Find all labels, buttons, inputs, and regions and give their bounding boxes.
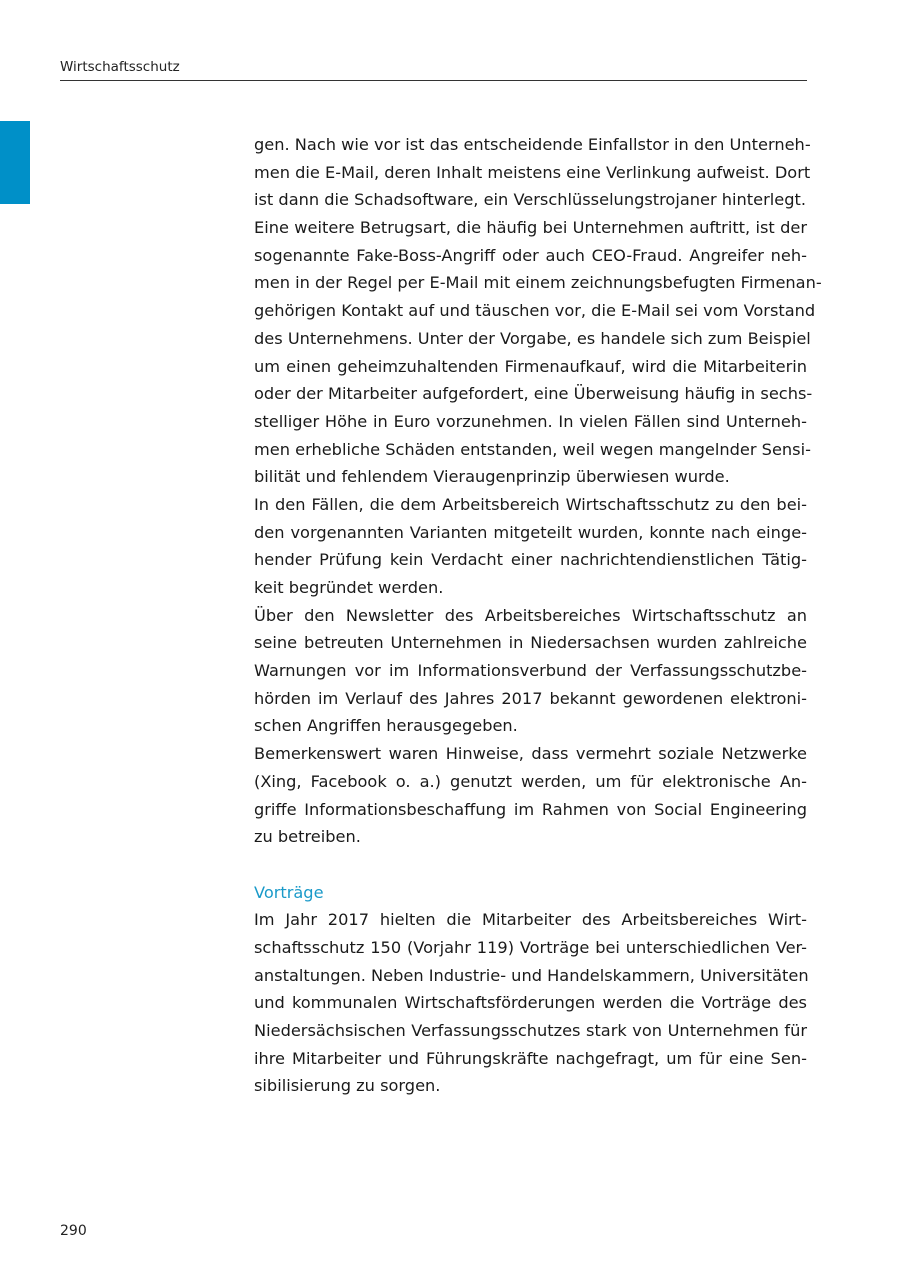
paragraph — [254, 491, 807, 602]
text-line: Über den Newsletter des Arbeitsbereiches Wirtschaftsschutz an — [254, 605, 807, 625]
text-line: und kommunalen Wirtschaftsförderungen werden die Vorträge des — [254, 993, 807, 1013]
page-number: 290 — [60, 1223, 87, 1239]
text-line: oder der Mitarbeiter aufgefordert, eine Überweisung häufig in sechs- — [254, 384, 813, 404]
text-line: bilität und fehlendem Vieraugenprinzip überwiesen wurde. — [254, 467, 730, 487]
text-line: men erhebliche Schäden entstanden, weil wegen mangelnder Sensi- — [254, 439, 811, 459]
text-line: In den Fällen, die dem Arbeitsbereich Wirtschaftsschutz zu den bei- — [254, 494, 807, 514]
text-line: Warnungen vor im Informationsverbund der Verfassungsschutzbe- — [254, 661, 807, 681]
section-gap — [254, 851, 807, 879]
body-text-column — [254, 131, 822, 1100]
text-line: Im Jahr 2017 hielten die Mitarbeiter des Arbeitsbereiches Wirt- — [254, 910, 807, 930]
text-line: sogenannte Fake-Boss-Angriff oder auch CEO-Fraud. Angreifer neh- — [254, 245, 807, 265]
running-header-title: Wirtschaftsschutz — [60, 59, 180, 75]
text-line: Eine weitere Betrugsart, die häufig bei Unternehmen auftritt, ist der — [254, 218, 807, 238]
text-line: zu betreiben. — [254, 827, 361, 847]
text-line: gen. Nach wie vor ist das entscheidende Einfallstor in den Unterneh- — [254, 135, 811, 154]
text-line: ist dann die Schadsoftware, ein Verschlüsselungstrojaner hinterlegt. — [254, 190, 806, 210]
text-line: des Unternehmens. Unter der Vorgabe, es handele sich zum Beispiel — [254, 328, 811, 348]
text-line: den vorgenannten Varianten mitgeteilt wurden, konnte nach einge- — [254, 522, 807, 542]
body-paragraphs — [254, 131, 822, 851]
text-line: keit begründet werden. — [254, 578, 444, 597]
text-line: schaftsschutz 150 (Vorjahr 119) Vorträge bei unterschiedlichen Ver- — [254, 937, 807, 957]
text-line: hörden im Verlauf des Jahres 2017 bekannt gewordenen elektroni- — [254, 688, 807, 708]
paragraph — [254, 602, 807, 740]
text-line: griffe Informationsbeschaffung im Rahmen von Social Engineering — [254, 799, 807, 819]
section-paragraphs — [254, 906, 807, 1100]
text-line: men die E-Mail, deren Inhalt meistens eine Verlinkung aufweist. Dort — [254, 162, 811, 182]
text-line: hender Prüfung kein Verdacht einer nachrichtendienstlichen Tätig- — [254, 550, 807, 570]
chapter-tab-marker — [0, 121, 30, 204]
text-line: men in der Regel per E-Mail mit einem zeichnungsbefugten Firmenan- — [254, 273, 822, 293]
text-line: um einen geheimzuhaltenden Firmenaufkauf, wird die Mitarbeiterin — [254, 356, 807, 376]
text-line: ihre Mitarbeiter und Führungskräfte nachgefragt, um für eine Sen- — [254, 1048, 807, 1068]
text-line: Niedersächsischen Verfassungsschutzes stark von Unternehmen für — [254, 1021, 807, 1040]
section-heading: Vorträge — [254, 882, 324, 902]
paragraph — [254, 906, 807, 1100]
text-line: gehörigen Kontakt auf und täuschen vor, die E-Mail sei vom Vorstand — [254, 301, 816, 321]
text-line: (Xing, Facebook o. a.) genutzt werden, um für elektronische An- — [254, 771, 807, 791]
text-line: seine betreuten Unternehmen in Niedersachsen wurden zahlreiche — [254, 633, 807, 653]
text-line: Bemerkenswert waren Hinweise, dass vermehrt soziale Netzwerke — [254, 744, 807, 764]
text-line: schen Angriffen herausgegeben. — [254, 716, 518, 736]
paragraph — [254, 740, 807, 851]
text-line: anstaltungen. Neben Industrie- und Handelskammern, Universitäten — [254, 965, 809, 985]
header-rule — [60, 80, 807, 81]
paragraph — [254, 214, 822, 491]
text-line: stelliger Höhe in Euro vorzunehmen. In vielen Fällen sind Unterneh- — [254, 411, 807, 431]
text-line: sibilisierung zu sorgen. — [254, 1076, 441, 1096]
paragraph — [254, 131, 811, 214]
